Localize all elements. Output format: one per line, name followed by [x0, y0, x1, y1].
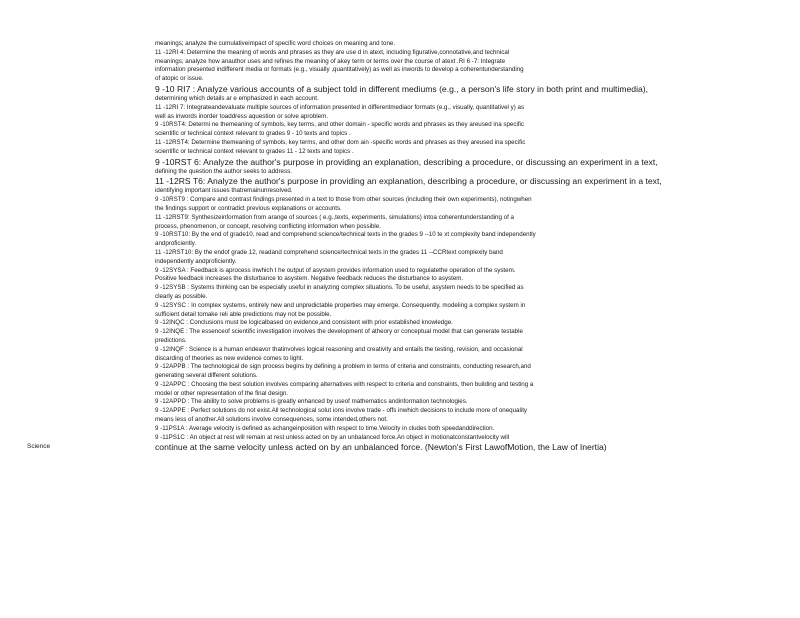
text-line: scientific or technical context relevant to grades 9 - 10 texts and topics .	[155, 130, 351, 138]
text-line: 9 -12APPB : The technological de sign process begins by defining a problem in terms of criteria and constraints, conducting research,and	[155, 363, 531, 371]
text-line: process, phenomenon, or concept, resolving conflicting information when possible.	[155, 222, 381, 230]
text-line: andproficiently.	[155, 240, 197, 248]
text-line: 9 -12SYSC : In complex systems, entirely new and unpredictable properties may emerge. Consequently, modeling a complex system in	[155, 301, 526, 309]
text-line: 9 -10RST9 : Compare and contrast findings presented in a text to those from other sources (including their own experiments), notingwhen	[155, 196, 532, 204]
text-line: clearly as possible.	[155, 292, 208, 300]
text-line: 9 -12SYSA : Feedback is aprocess inwhich t he output of asystem provides information used to regulatethe operation of the system.	[155, 266, 516, 274]
text-line: well as inwords inorder toaddress aquestion or solve aproblem.	[155, 112, 328, 120]
text-line: information presented indifferent media or formats (e.g., visually ,quantitatively) as well as inwords to develop a coherentunderstanding	[155, 66, 524, 74]
text-line: Positive feedback increases the disturbance to asystem. Negative feedback reduces the disturbance to asystem.	[155, 275, 464, 283]
text-line: means less of another.All solutions involve consequences, some intended,others not.	[155, 416, 388, 424]
text-line: generating several different solutions.	[155, 372, 258, 380]
text-line: 9 -11PS1C : An object at rest will remain at rest unless acted on by an unbalanced force.An object in motionatconstantvelocity will	[155, 433, 510, 441]
text-line: 9 -12APPC : Choosing the best solution involves comparing alternatives with respect to criteria and constraints, then building and testing a	[155, 380, 534, 388]
text-line: 9 -12INQF : Science is a human endeavor thatinvolves logical reasoning and creativity and entails the testing, revision, and occasional	[155, 345, 523, 353]
text-line: of atopic or issue.	[155, 75, 204, 83]
text-line: the findings support or contradict previous explanations or accounts.	[155, 204, 342, 212]
text-line: sufficient detail tomake reli able predictions may not be possible.	[155, 310, 332, 318]
text-line: 9 -10RST 6: Analyze the author's purpose in providing an explanation, describing a procedure, or discussing an experiment in a text,	[155, 156, 658, 167]
text-line: 11 -12RST4: Determine themeaning of symbols, key terms, and other dom ain -specific words and phrases as they areused ina specific	[155, 138, 526, 146]
text-line: continue at the same velocity unless acted on by an unbalanced force. (Newton's First LawofMotion, the Law of Inertia)	[155, 442, 607, 453]
text-line: model or other representation of the final design.	[155, 389, 289, 397]
standards-text-column	[155, 40, 775, 453]
text-line: 9 -12APPD : The ability to solve problems is greatly enhanced by useof mathematics andinformation technologies.	[155, 398, 468, 406]
text-line: identifying important issues thatremainunresolved.	[155, 187, 293, 195]
text-line: independently andproficiently.	[155, 257, 237, 265]
text-line: meanings; analyze the cumulativeimpact of specific word choices on meaning and tone.	[155, 40, 396, 47]
text-line: 9 -12INQC : Conclusions must be logicalbased on evidence,and consistent with prior established knowledge.	[155, 319, 453, 327]
text-line: 9 -10RST4: Determi ne themeaning of symbols, key terms, and other domain - specific words and phrases as they areused ina specific	[155, 121, 525, 129]
text-line: 9 -12SYSB : Systems thinking can be especially useful in analyzing complex situations. To be useful, asystem needs to be specified as	[155, 284, 524, 292]
text-line: scientific or technical context relevant to grades 11 - 12 texts and topics .	[155, 147, 354, 155]
text-line: 9 -10 RI7 : Analyze various accounts of a subject told in different mediums (e.g., a person's life story in both print and multimedia),	[155, 83, 649, 94]
text-line: meanings; analyze how anauthor uses and refines the meaning of akey term or terms over the course of atext .RI 6 -7: Integrate	[155, 57, 506, 65]
text-line: 11 -12RI 7: Integrateandevaluate multiple sources of information presented in differentmediaor formats (e.g., visually, quantitativel y) as	[155, 103, 525, 111]
text-line: 9 -12INQE : The essenceof scientific investigation involves the development of atheory or conceptual model that can generate testable	[155, 328, 523, 336]
text-line: 11 -12RST10: By the endof grade 12, readand comprehend science/technical texts in the grades 11 --CCRtext complexity band	[155, 248, 503, 256]
text-line: 9 -12APPE : Perfect solutions do not exist.All technological solut ions involve trade - offs inwhich decisions to include more of onequality	[155, 407, 528, 415]
text-line: 11 -12RI 4: Determine the meaning of words and phrases as they are use d in atext, including figurative,connotative,and technical	[155, 48, 510, 56]
text-line: 11 -12RS T6: Analyze the author's purpose in providing an explanation, describing a procedure, or discussing an experiment in a text,	[155, 176, 662, 187]
text-line: defining the question the author seeks to address.	[155, 167, 292, 175]
subject-label: Science	[27, 443, 51, 450]
text-line: 9 -11PS1A : Average velocity is defined as achangeinposition with respect to time.Velocity in cludes both speedanddirection.	[155, 424, 495, 432]
text-line: 9 -10RST10: By the end of grade10, read and comprehend science/technical texts in the grades 9 --10 te xt complexity band independently	[155, 231, 536, 239]
text-line: discarding of theories as new evidence comes to light.	[155, 354, 304, 362]
text-line: predictions.	[155, 336, 187, 344]
text-line: determining which details ar e emphasized in each account.	[155, 94, 319, 102]
text-line: 11 -12RST9: Synthesizeinformation from arange of sources ( e.g.,texts, experiments, simulations) intoa coherentunderstanding of a	[155, 213, 514, 221]
